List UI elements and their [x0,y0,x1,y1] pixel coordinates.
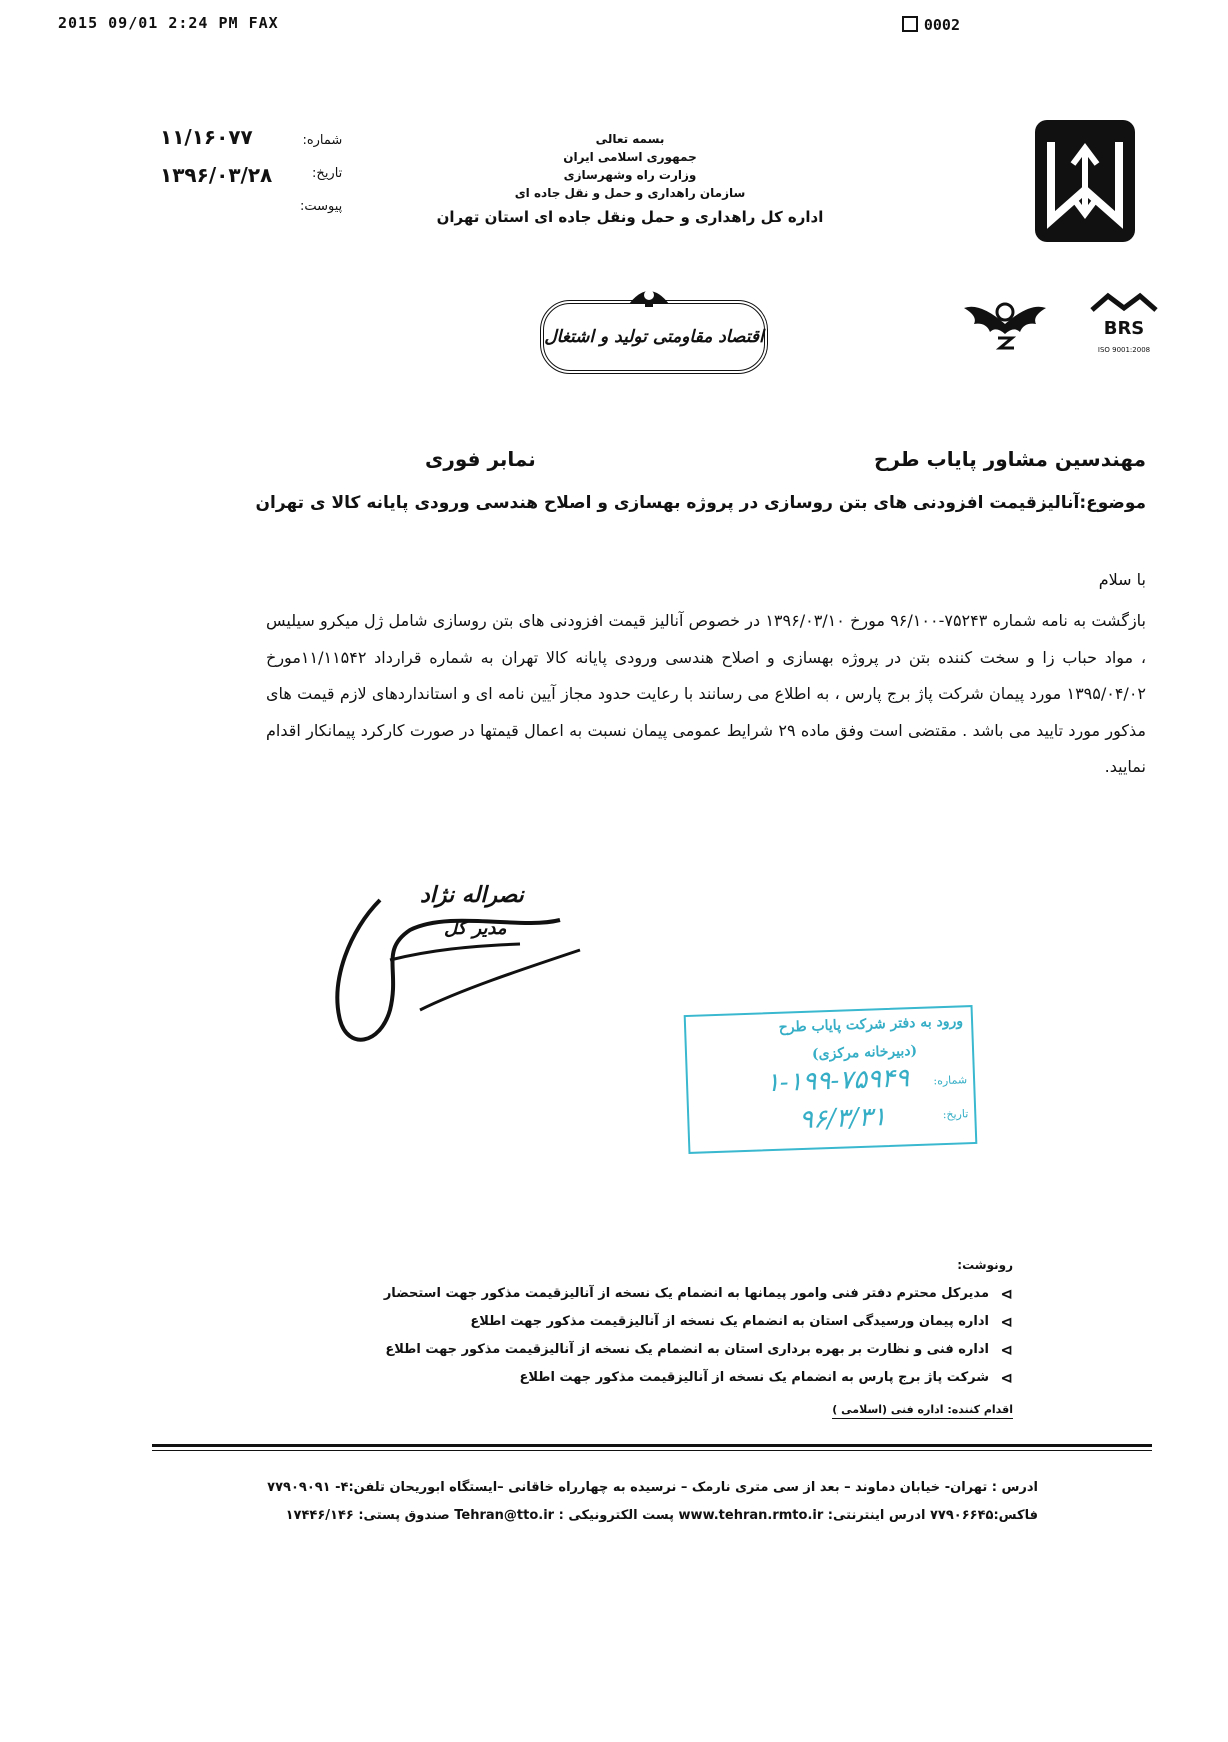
iso-logo-text: BRS [1103,318,1145,339]
date-label: تاریخ: [312,166,343,181]
stamp-number-value: ۱-۱۹۹-۷۵۹۴۹ [765,1063,910,1099]
page-number-value: 0002 [923,16,960,34]
cc-item [253,1336,1013,1364]
footer-divider-thin [152,1450,1152,1451]
signature-name: نصراله نژاد [420,882,524,908]
cc-label: رونوشت: [957,1258,1013,1272]
subject: موضوع:آنالیزقیمت افزودنی های بتن روسازی در پروژه بهسازی و اصلاح هندسی ورودی پایانه کالا ی تهران [255,493,1146,513]
cc-item-text: مدیرکل محترم دفتر فنی وامور پیمانها به انضمام یک نسخه از آنالیزقیمت مذکور جهت استحضار [383,1286,989,1301]
letterhead-line-1: بسمه تعالی [595,132,665,146]
bullet-arrow-icon: ⊳ [1000,1369,1013,1387]
bullet-arrow-icon: ⊳ [1000,1341,1013,1359]
meta-values [160,118,272,194]
slogan-box: اقتصاد مقاومتی تولید و اشتغال [540,300,768,374]
iso-logo-subtext: ISO 9001:2008 [1097,346,1151,354]
cc-item-text: اداره پیمان ورسیدگی استان به انضمام یک نسخه از آنالیزقیمت مذکور جهت اطلاع [470,1314,989,1329]
attachment-label: پیوست: [300,199,343,214]
cc-item [253,1280,1013,1308]
meta-labels [300,124,342,223]
recipient: مهندسین مشاور پایاب طرح [873,447,1146,471]
greeting: با سلام [1098,570,1146,589]
stamp-number-label: شماره: [933,1073,968,1088]
urgent-fax-label: نمابر فوری [425,447,536,471]
cc-item [253,1308,1013,1336]
footer-address: ادرس : تهران- خیابان دماوند – بعد از سی متری نارمک – نرسیده به چهارراه خاقانی –ایستگاه ابوریحان تلفن:۴- ۷۷۹۰۹۰۹۱ [267,1480,1038,1495]
letterhead [400,132,860,230]
stamp-date-label: تاریخ: [942,1107,969,1122]
signature-title: مدیر کل [444,918,507,939]
stamp-line-2: (دبیرخانه مرکزی) [811,1042,918,1063]
cc-item-text: اداره فنی و نظارت بر بهره برداری استان به انضمام یک نسخه از آنالیزقیمت مذکور جهت اطلاع [385,1342,989,1357]
cc-item-text: شرکت پاژ برج پارس به انضمام یک نسخه از آنالیزقیمت مذکور جهت اطلاع [519,1370,989,1385]
letter-body: بازگشت به نامه شماره ۷۵۲۴۳-۹۶/۱۰۰ مورخ ۱۳۹۶/۰۳/۱۰ در خصوص آنالیز قیمت افزودنی های بتن روسازی شامل ژل میکرو سیلیس ، مواد حباب زا و سخت کننده بتن در پروژه بهسازی و اصلاح هندسی ورودی پایانه کالا تهران به شماره قرارداد ۱۱/۱۱۵۴۲مورخ ۱۳۹۵/۰۴/۰۲ مورد پیمان شرکت پاژ برج پارس ، به اطلاع می رسانند با رعایت حدود مجاز آیین نامه ای و استانداردهای لازم قیمت های مذکور مورد تایید می باشد . مقتضی است وفق ماده ۲۹ شرایط عمومی پیمان نسبت به اعمال قیمتها در صورت کارکرد پیمانکار اقدام نمایید. [266,611,1146,776]
received-stamp [684,1005,978,1154]
letter-date: ۱۳۹۶/۰۳/۲۸ [160,163,273,187]
ministry-logo-icon [1035,120,1135,242]
page-number [902,16,960,34]
number-label: شماره: [302,133,343,148]
stamp-line-1: ورود به دفتر شرکت پایاب طرح [778,1013,964,1036]
bullet-arrow-icon: ⊳ [1000,1285,1013,1303]
footer-contact: فاکس:۷۷۹۰۶۶۴۵ ادرس اینترنتی: www.tehran.rmto.ir پست الکترونیکی : Tehran@tto.ir صندوق پستی: ۱۷۴۴۶/۱۴۶ [285,1508,1038,1523]
cc-list [253,1280,1013,1392]
prepared-by: اقدام کننده: اداره فنی (اسلامی ) [832,1403,1013,1419]
letterhead-line-2: جمهوری اسلامی ایران [563,150,697,164]
certification-wings-icon [960,298,1050,350]
footer-divider [152,1444,1152,1447]
iso-certification-icon [1088,290,1160,356]
stamp-date-value: ۹۶/۳/۳۱ [798,1102,887,1136]
letterhead-line-5: اداره کل راهداری و حمل ونقل جاده ای استان تهران [436,208,824,226]
letterhead-line-4: سازمان راهداری و حمل و نقل جاده ای [514,186,746,200]
letter-number: ۱۱/۱۶۰۷۷ [160,125,253,149]
cc-item [253,1364,1013,1392]
letterhead-line-3: وزارت راه وشهرسازی [563,168,697,182]
bullet-arrow-icon: ⊳ [1000,1313,1013,1331]
fax-header: 2015 09/01 2:24 PM FAX [58,14,279,32]
footer [198,1474,1038,1530]
checkbox-icon [902,16,918,32]
